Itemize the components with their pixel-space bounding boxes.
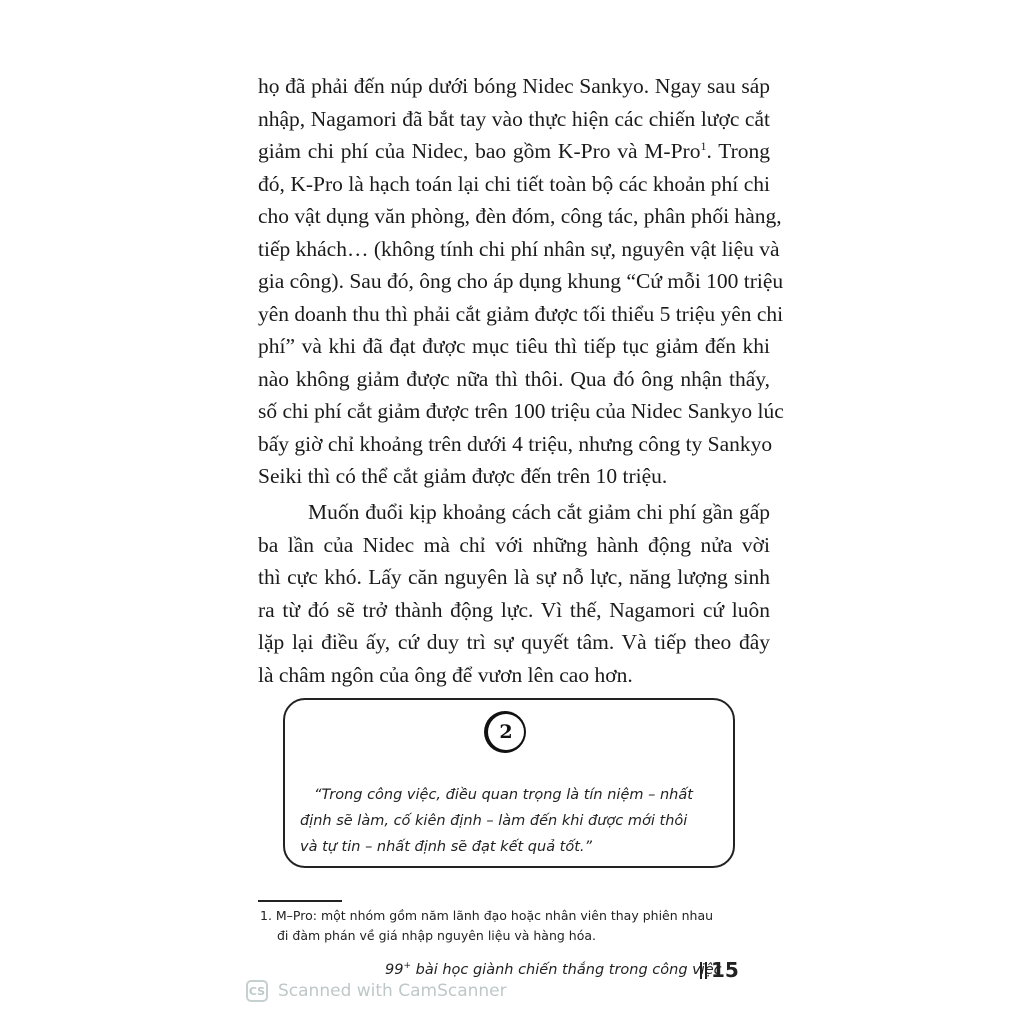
footnote-line: 1. M–Pro: một nhóm gồm năm lãnh đạo hoặc nhân viên thay phiên nhau xyxy=(260,908,714,923)
text-line: ra từ đó sẽ trở thành động lực. Vì thế, Nagamori cứ luôn xyxy=(258,597,770,622)
text-line: lặp lại điều ấy, cứ duy trì sự quyết tâm. Và tiếp theo đây xyxy=(258,630,770,654)
quote-number-badge xyxy=(484,711,526,753)
paragraph-1 xyxy=(258,70,784,493)
text-line: ba lần của Nidec mà chỉ với những hành động nửa vời xyxy=(258,532,770,557)
quote-line: “Trong công việc, điều quan trọng là tín niệm – nhất xyxy=(314,787,693,803)
book-title-sup: + xyxy=(403,961,411,972)
text-line: gia công). Sau đó, ông cho áp dụng khung “Cứ mỗi 100 triệu xyxy=(258,269,784,293)
footnote-divider xyxy=(258,900,342,902)
text-line: nhập, Nagamori đã bắt tay vào thực hiện các chiến lược cắt xyxy=(258,106,770,131)
text-line: phí” và khi đã đạt được mục tiêu thì tiếp tục giảm đến khi xyxy=(258,334,770,358)
paragraph-2 xyxy=(258,496,770,691)
text-line: họ đã phải đến núp dưới bóng Nidec Sankyo. Ngay sau sáp xyxy=(258,74,770,98)
quote-line: và tự tin – nhất định sẽ đạt kết quả tốt.” xyxy=(300,839,593,855)
book-title-rest: bài học giành chiến thắng trong công việc xyxy=(411,962,722,978)
text-line xyxy=(258,135,770,168)
text-segment: . Trong xyxy=(706,139,770,163)
text-line: thì cực khó. Lấy căn nguyên là sự nỗ lực, năng lượng sinh xyxy=(258,565,770,589)
quote-line: định sẽ làm, cố kiên định – làm đến khi được mới thôi xyxy=(300,813,688,829)
text-line: đó, K-Pro là hạch toán lại chi tiết toàn bộ các khoản phí chi xyxy=(258,171,770,196)
book-title-prefix: 99 xyxy=(385,962,404,978)
text-line: số chi phí cắt giảm được trên 100 triệu của Nidec Sankyo lúc xyxy=(258,399,784,423)
footnote-line: đi đàm phán về giá nhập nguyên liệu và hàng hóa. xyxy=(277,928,596,943)
text-line: Seiki thì có thể cắt giảm được đến trên 10 triệu. xyxy=(258,464,668,488)
text-line: Muốn đuổi kịp khoảng cách cắt giảm chi phí gần gấp xyxy=(308,500,770,524)
text-line: là châm ngôn của ông để vươn lên cao hơn. xyxy=(258,662,633,687)
quote-text xyxy=(300,782,718,860)
text-line: yên doanh thu thì phải cắt giảm được tối thiểu 5 triệu yên chi xyxy=(258,301,784,326)
quote-number: 2 xyxy=(488,714,524,750)
running-footer-title xyxy=(385,962,722,978)
text-line: nào không giảm được nữa thì thôi. Qua đó ông nhận thấy, xyxy=(258,366,770,391)
watermark-text: Scanned with CamScanner xyxy=(278,981,507,1001)
text-line: bấy giờ chỉ khoảng trên dưới 4 triệu, nhưng công ty Sankyo xyxy=(258,431,773,456)
camscanner-logo-icon: CS xyxy=(246,980,268,1002)
text-line: cho vật dụng văn phòng, đèn đóm, công tác, phân phối hàng, xyxy=(258,204,782,228)
text-segment: giảm chi phí của Nidec, bao gồm K-Pro và M-Pro xyxy=(258,139,701,163)
text-line: tiếp khách… (không tính chi phí nhân sự, nguyên vật liệu và xyxy=(258,236,780,261)
footnote-ref: 1 xyxy=(700,138,707,153)
footnote xyxy=(260,906,780,946)
footer-separator xyxy=(700,962,707,979)
page-number: 15 xyxy=(711,958,739,982)
camscanner-watermark xyxy=(246,979,507,1003)
